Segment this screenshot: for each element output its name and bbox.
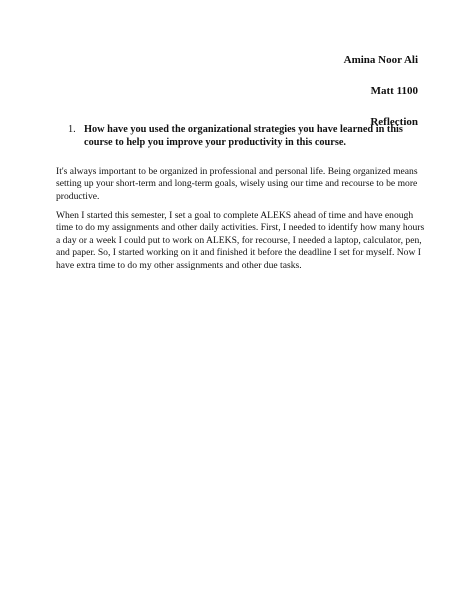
author-name: Amina Noor Ali	[343, 54, 418, 66]
paragraph-body: When I started this semester, I set a goal to complete ALEKS ahead of time and have enough time to do my assignments and other daily activities. First, I needed to identify how many hours a day or a week I could put to work on ALEKS, for recourse, I needed a laptop, calculator, pen, and paper. So, I started working on it and finished it before the deadline I set for myself. Now I have extra time to do my other assignments and other due tasks.	[56, 210, 425, 271]
question-text: How have you used the organizational strategies you have learned in this course to help you improve your productivity in this course.	[84, 124, 403, 148]
question-number: 1.	[68, 124, 76, 135]
course-code: Matt 1100	[370, 85, 418, 97]
question-item	[68, 124, 428, 149]
paragraph-intro: It's always important to be organized in professional and personal life. Being organized means setting up your short-term and long-term goals, wisely using our time and recourse to be more productive.	[56, 166, 418, 202]
document-title: Reflection	[370, 116, 418, 128]
